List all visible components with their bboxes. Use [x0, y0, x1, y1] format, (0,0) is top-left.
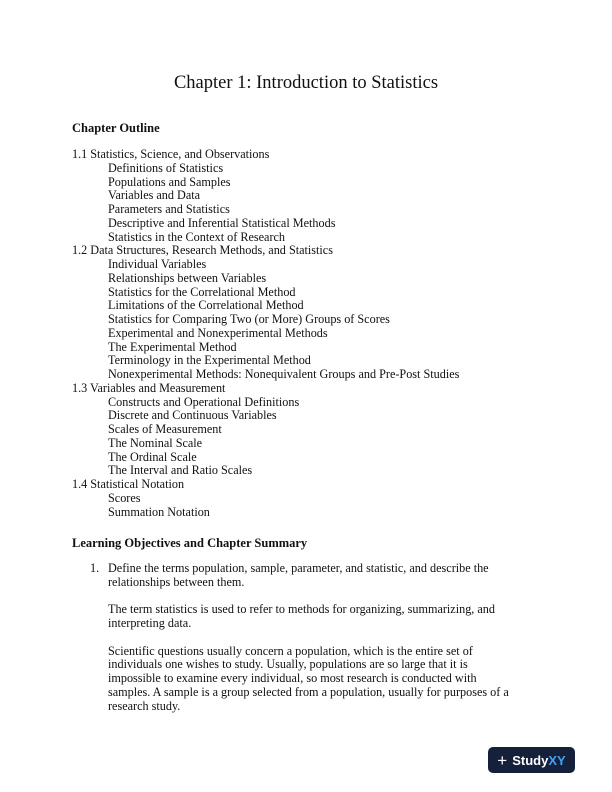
outline-item: Limitations of the Correlational Method [108, 298, 304, 313]
outline-item: Scales of Measurement [108, 422, 222, 436]
page-title: Chapter 1: Introduction to Statistics [173, 73, 439, 93]
outline-item: Summation Notation [108, 504, 210, 519]
outline-item: The Ordinal Scale [108, 449, 197, 464]
outline-section [72, 478, 552, 519]
outline-section [72, 148, 552, 244]
brand-name: Study [512, 752, 549, 768]
section-title: 1.3 Variables and Measurement [72, 380, 226, 395]
objective-paragraph: Scientific questions usually concern a population, which is the entire set of individuals one wishes to study. Usually, populations are so large that it is impossible to examine every individual, so most research is conducted with samples. A sample is a group selected from a population, usually for purposes of a research study. [108, 643, 509, 713]
outline-item: Terminology in the Experimental Method [108, 353, 311, 368]
outline-item: Individual Variables [108, 257, 207, 271]
outline-item: Statistics in the Context of Research [108, 229, 286, 244]
studyxy-badge[interactable] [488, 747, 575, 773]
outline-item: Relationships between Variables [108, 270, 267, 285]
outline-item: The Experimental Method [108, 339, 237, 354]
outline-item: Definitions of Statistics [108, 160, 224, 175]
outline-item: Parameters and Statistics [108, 202, 230, 216]
outline-item: Statistics for Comparing Two (or More) Groups of Scores [108, 312, 390, 326]
chapter-outline [72, 148, 552, 519]
objectives-heading: Learning Objectives and Chapter Summary [72, 536, 308, 550]
plus-icon: + [497, 750, 508, 770]
section-title: 1.4 Statistical Notation [72, 477, 185, 491]
outline-item: Experimental and Nonexperimental Methods [108, 325, 328, 340]
outline-item: Constructs and Operational Definitions [108, 394, 300, 409]
outline-item: Statistics for the Correlational Method [108, 284, 296, 299]
outline-item: Populations and Samples [108, 174, 231, 189]
objective-paragraph: The term statistics is used to refer to methods for organizing, summarizing, and interpreting data. [108, 602, 495, 630]
outline-item: Descriptive and Inferential Statistical Methods [108, 215, 336, 230]
outline-item: Discrete and Continuous Variables [108, 408, 277, 423]
outline-item: Scores [108, 490, 141, 505]
objective-paragraph: Define the terms population, sample, parameter, and statistic, and describe the relationships between them. [108, 561, 489, 589]
outline-item: The Nominal Scale [108, 435, 203, 450]
outline-item: The Interval and Ratio Scales [108, 463, 253, 478]
objective-number: 1. [90, 561, 100, 575]
section-title: 1.2 Data Structures, Research Methods, and Statistics [72, 243, 333, 258]
objective-body [108, 562, 520, 713]
section-title: 1.1 Statistics, Science, and Observations [72, 147, 270, 161]
outline-section [72, 382, 552, 478]
learning-objective [90, 562, 520, 727]
outline-item: Variables and Data [108, 188, 201, 203]
brand-suffix: XY [548, 752, 566, 768]
outline-section [72, 244, 552, 382]
outline-heading: Chapter Outline [72, 121, 160, 135]
outline-item: Nonexperimental Methods: Nonequivalent Groups and Pre-Post Studies [108, 367, 460, 381]
